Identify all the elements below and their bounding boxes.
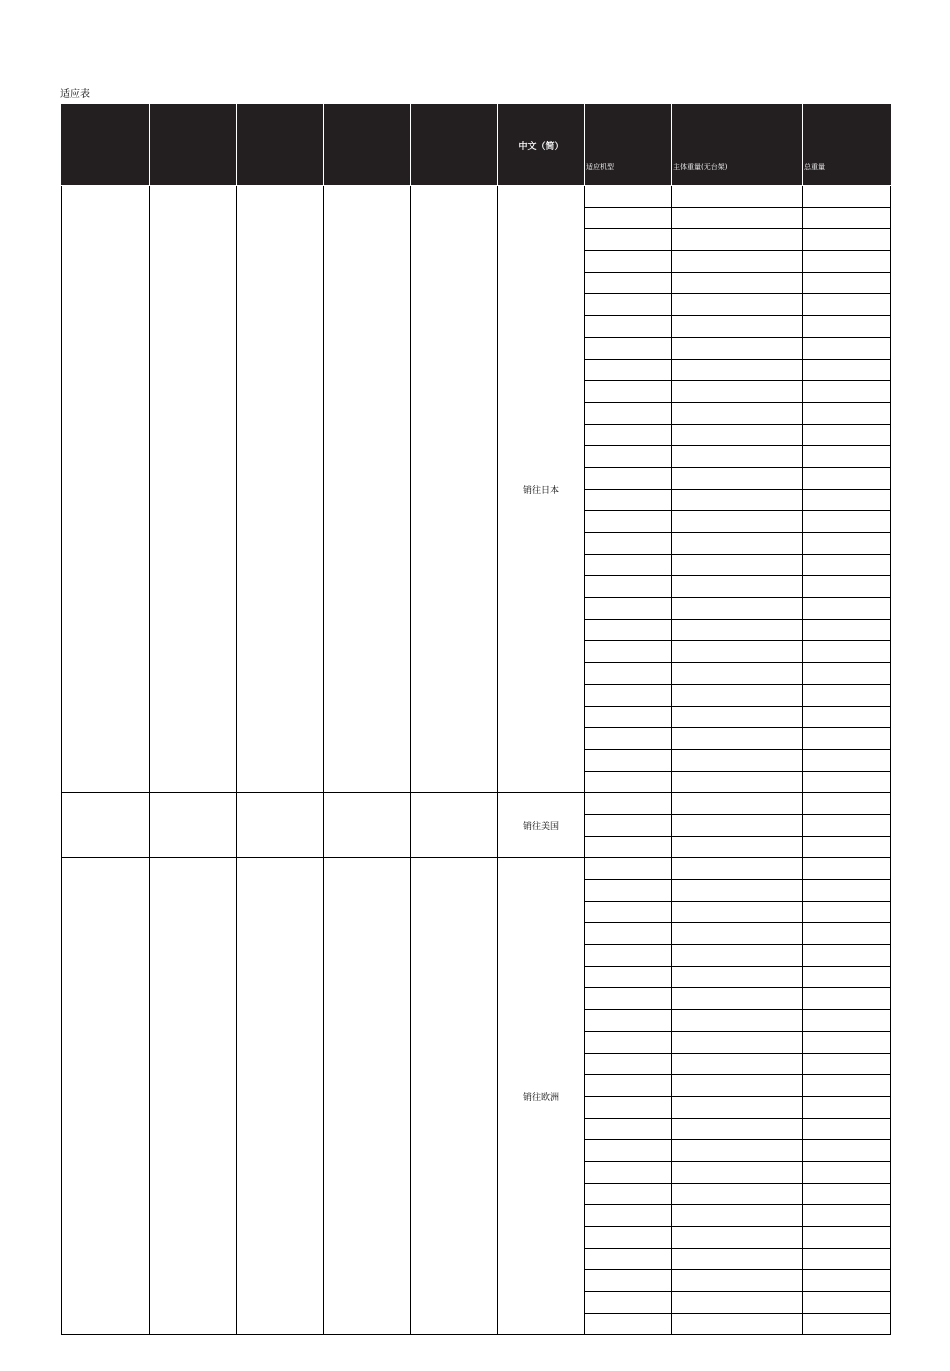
model-cell [585, 251, 672, 273]
total-weight-cell [803, 1161, 891, 1183]
body-weight-cell [672, 988, 803, 1010]
model-cell [585, 1161, 672, 1183]
body-weight-cell [672, 1313, 803, 1335]
model-cell [585, 186, 672, 208]
total-weight-cell [803, 684, 891, 706]
body-weight-cell [672, 1270, 803, 1292]
merged-blank-cell [237, 186, 324, 793]
body-weight-cell [672, 901, 803, 923]
header-language-label: 中文（简） [518, 141, 564, 152]
total-weight-cell [803, 1118, 891, 1140]
total-weight-cell [803, 1140, 891, 1162]
model-cell [585, 229, 672, 251]
total-weight-cell [803, 641, 891, 663]
total-weight-cell [803, 945, 891, 967]
merged-blank-cell [324, 793, 411, 858]
total-weight-cell [803, 533, 891, 555]
body-weight-cell [672, 641, 803, 663]
model-cell [585, 359, 672, 381]
total-weight-cell [803, 793, 891, 815]
model-cell [585, 1075, 672, 1097]
body-weight-cell [672, 381, 803, 403]
total-weight-cell [803, 1053, 891, 1075]
body-weight-cell [672, 1183, 803, 1205]
model-cell [585, 988, 672, 1010]
model-cell [585, 467, 672, 489]
header-total-weight [803, 105, 891, 186]
header-body-weight [672, 105, 803, 186]
total-weight-cell [803, 814, 891, 836]
body-weight-cell [672, 684, 803, 706]
model-cell [585, 554, 672, 576]
total-weight-cell [803, 1031, 891, 1053]
total-weight-cell [803, 1205, 891, 1227]
header-blank-cell [411, 105, 498, 186]
model-cell [585, 749, 672, 771]
body-weight-cell [672, 402, 803, 424]
total-weight-cell [803, 598, 891, 620]
model-cell [585, 294, 672, 316]
total-weight-cell [803, 424, 891, 446]
model-cell [585, 706, 672, 728]
body-weight-cell [672, 945, 803, 967]
model-cell [585, 771, 672, 793]
model-cell [585, 598, 672, 620]
body-weight-cell [672, 966, 803, 988]
header-blank-cell [324, 105, 411, 186]
model-cell [585, 1053, 672, 1075]
model-cell [585, 663, 672, 685]
model-cell [585, 1270, 672, 1292]
model-cell [585, 619, 672, 641]
body-weight-cell [672, 251, 803, 273]
header-language [498, 105, 585, 186]
total-weight-cell [803, 511, 891, 533]
merged-blank-cell [324, 186, 411, 793]
model-cell [585, 1313, 672, 1335]
merged-blank-cell [237, 858, 324, 1335]
body-weight-cell [672, 1161, 803, 1183]
header-body-weight-label: 主体重量(无台架) [673, 163, 728, 171]
model-cell [585, 533, 672, 555]
body-weight-cell [672, 598, 803, 620]
total-weight-cell [803, 1270, 891, 1292]
body-weight-cell [672, 337, 803, 359]
body-weight-cell [672, 1053, 803, 1075]
header-blank-cell [150, 105, 237, 186]
body-weight-cell [672, 1140, 803, 1162]
merged-blank-cell [150, 793, 237, 858]
total-weight-cell [803, 251, 891, 273]
merged-blank-cell [62, 186, 150, 793]
model-cell [585, 836, 672, 858]
model-cell [585, 966, 672, 988]
table-row [62, 793, 891, 815]
body-weight-cell [672, 207, 803, 229]
body-weight-cell [672, 1031, 803, 1053]
model-cell [585, 489, 672, 511]
total-weight-cell [803, 229, 891, 251]
model-cell [585, 814, 672, 836]
total-weight-cell [803, 749, 891, 771]
total-weight-cell [803, 186, 891, 208]
model-cell [585, 1183, 672, 1205]
total-weight-cell [803, 901, 891, 923]
region-label: 销往欧洲 [498, 858, 585, 1335]
body-weight-cell [672, 272, 803, 294]
total-weight-cell [803, 402, 891, 424]
model-cell [585, 272, 672, 294]
body-weight-cell [672, 576, 803, 598]
body-weight-cell [672, 836, 803, 858]
body-weight-cell [672, 880, 803, 902]
total-weight-cell [803, 858, 891, 880]
total-weight-cell [803, 489, 891, 511]
header-blank-cell [62, 105, 150, 186]
total-weight-cell [803, 619, 891, 641]
body-weight-cell [672, 728, 803, 750]
body-weight-cell [672, 923, 803, 945]
body-weight-cell [672, 294, 803, 316]
model-cell [585, 316, 672, 338]
total-weight-cell [803, 1183, 891, 1205]
model-cell [585, 684, 672, 706]
body-weight-cell [672, 1118, 803, 1140]
model-cell [585, 381, 672, 403]
total-weight-cell [803, 1075, 891, 1097]
body-weight-cell [672, 749, 803, 771]
body-weight-cell [672, 424, 803, 446]
total-weight-cell [803, 1292, 891, 1314]
model-cell [585, 446, 672, 468]
table-row [62, 186, 891, 208]
region-label: 销往日本 [498, 186, 585, 793]
total-weight-cell [803, 706, 891, 728]
body-weight-cell [672, 1075, 803, 1097]
total-weight-cell [803, 923, 891, 945]
model-cell [585, 858, 672, 880]
merged-blank-cell [150, 186, 237, 793]
body-weight-cell [672, 186, 803, 208]
model-cell [585, 337, 672, 359]
header-model [585, 105, 672, 186]
body-weight-cell [672, 359, 803, 381]
body-weight-cell [672, 446, 803, 468]
total-weight-cell [803, 1248, 891, 1270]
body-weight-cell [672, 533, 803, 555]
body-weight-cell [672, 229, 803, 251]
model-cell [585, 923, 672, 945]
table-row [62, 858, 891, 880]
table-header-row [62, 105, 891, 186]
total-weight-cell [803, 294, 891, 316]
table-body [62, 186, 891, 1335]
total-weight-cell [803, 1096, 891, 1118]
total-weight-cell [803, 1313, 891, 1335]
total-weight-cell [803, 1227, 891, 1249]
body-weight-cell [672, 814, 803, 836]
merged-blank-cell [237, 793, 324, 858]
page-title: 适应表 [60, 89, 90, 100]
model-cell [585, 1140, 672, 1162]
body-weight-cell [672, 858, 803, 880]
body-weight-cell [672, 467, 803, 489]
model-cell [585, 511, 672, 533]
model-cell [585, 424, 672, 446]
model-cell [585, 1205, 672, 1227]
merged-blank-cell [62, 858, 150, 1335]
total-weight-cell [803, 381, 891, 403]
body-weight-cell [672, 1292, 803, 1314]
total-weight-cell [803, 207, 891, 229]
model-cell [585, 945, 672, 967]
model-cell [585, 880, 672, 902]
model-cell [585, 1292, 672, 1314]
model-cell [585, 207, 672, 229]
body-weight-cell [672, 511, 803, 533]
model-cell [585, 1118, 672, 1140]
body-weight-cell [672, 1248, 803, 1270]
total-weight-cell [803, 966, 891, 988]
body-weight-cell [672, 316, 803, 338]
body-weight-cell [672, 1096, 803, 1118]
model-cell [585, 793, 672, 815]
body-weight-cell [672, 619, 803, 641]
total-weight-cell [803, 880, 891, 902]
total-weight-cell [803, 337, 891, 359]
total-weight-cell [803, 554, 891, 576]
model-cell [585, 1010, 672, 1032]
body-weight-cell [672, 1227, 803, 1249]
body-weight-cell [672, 793, 803, 815]
total-weight-cell [803, 771, 891, 793]
total-weight-cell [803, 467, 891, 489]
body-weight-cell [672, 1205, 803, 1227]
body-weight-cell [672, 489, 803, 511]
model-cell [585, 576, 672, 598]
header-total-weight-label: 总重量 [804, 163, 825, 171]
total-weight-cell [803, 663, 891, 685]
model-cell [585, 728, 672, 750]
total-weight-cell [803, 1010, 891, 1032]
model-cell [585, 402, 672, 424]
model-cell [585, 1031, 672, 1053]
body-weight-cell [672, 554, 803, 576]
model-cell [585, 1096, 672, 1118]
model-cell [585, 1248, 672, 1270]
total-weight-cell [803, 446, 891, 468]
total-weight-cell [803, 836, 891, 858]
region-label: 销往美国 [498, 793, 585, 858]
total-weight-cell [803, 272, 891, 294]
model-cell [585, 641, 672, 663]
body-weight-cell [672, 663, 803, 685]
body-weight-cell [672, 1010, 803, 1032]
model-cell [585, 1227, 672, 1249]
total-weight-cell [803, 576, 891, 598]
model-cell [585, 901, 672, 923]
header-blank-cell [237, 105, 324, 186]
merged-blank-cell [411, 186, 498, 793]
compatibility-table [61, 104, 891, 1335]
total-weight-cell [803, 316, 891, 338]
body-weight-cell [672, 771, 803, 793]
merged-blank-cell [411, 793, 498, 858]
merged-blank-cell [150, 858, 237, 1335]
merged-blank-cell [62, 793, 150, 858]
header-model-label: 适应机型 [586, 163, 614, 171]
total-weight-cell [803, 728, 891, 750]
body-weight-cell [672, 706, 803, 728]
total-weight-cell [803, 988, 891, 1010]
merged-blank-cell [411, 858, 498, 1335]
total-weight-cell [803, 359, 891, 381]
merged-blank-cell [324, 858, 411, 1335]
